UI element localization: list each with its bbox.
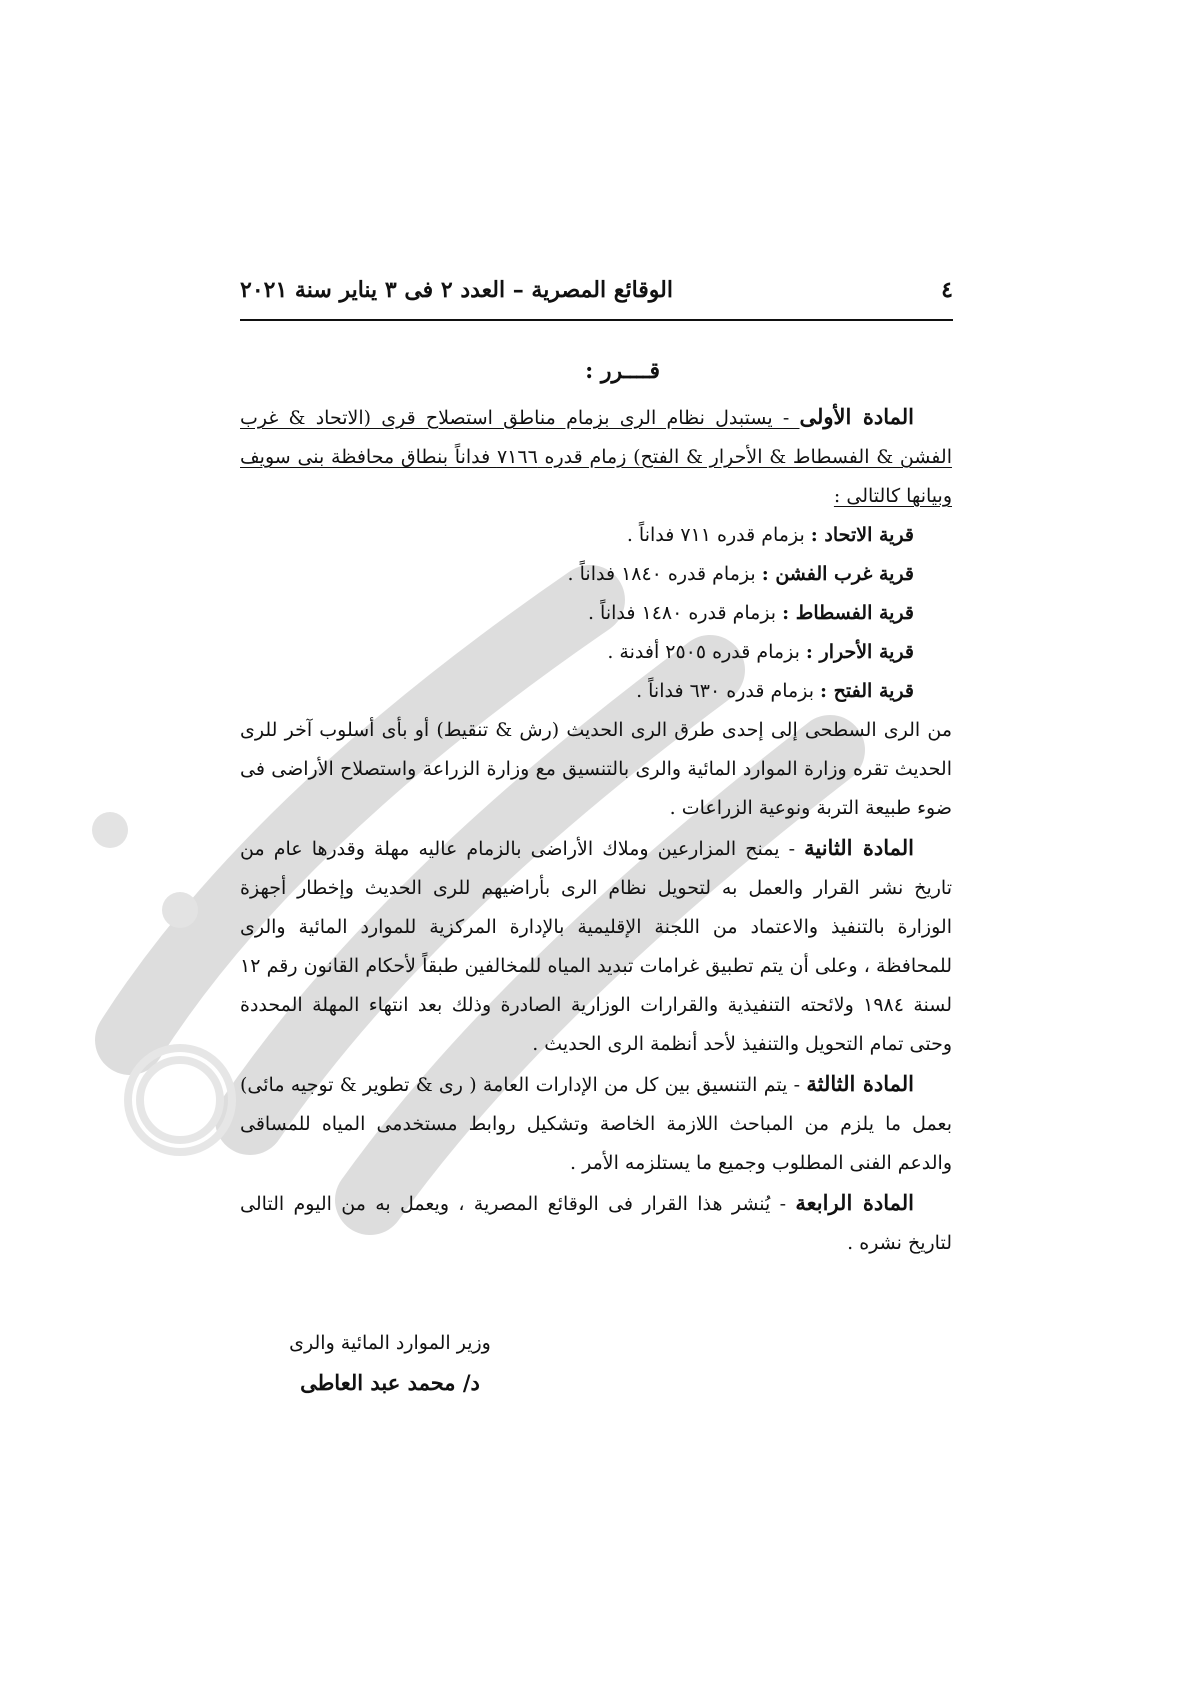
signatory-title: وزير الموارد المائية والرى: [289, 1332, 491, 1354]
village-name: قرية الفسطاط :: [782, 602, 914, 624]
village-detail: بزمام قدره ٧١١ فداناً .: [626, 524, 811, 546]
signature-block: [240, 1323, 540, 1403]
article-3: [240, 1064, 952, 1183]
list-item: [240, 594, 914, 633]
signatory-name: د/ محمد عبد العاطى: [300, 1370, 480, 1395]
village-name: قرية غرب الفشن :: [761, 563, 914, 585]
list-item: [240, 633, 914, 672]
article-1-heading: المادة الأولى: [799, 404, 915, 429]
village-detail: بزمام قدره ١٤٨٠ فداناً .: [587, 602, 783, 624]
village-name: قرية الفتح :: [820, 680, 914, 702]
article-3-heading: المادة الثالثة: [806, 1071, 915, 1096]
article-2-heading: المادة الثانية: [804, 835, 914, 860]
article-1: [240, 397, 952, 516]
village-name: قرية الاتحاد :: [810, 524, 914, 546]
village-detail: بزمام قدره ٦٣٠ فداناً .: [636, 680, 821, 702]
article-2: [240, 828, 952, 1064]
list-item: [240, 516, 914, 555]
village-detail: بزمام قدره ١٨٤٠ فداناً .: [567, 563, 762, 585]
village-detail: بزمام قدره ٢٥٠٥ أفدنة .: [607, 641, 806, 663]
article-2-text: - يمنح المزارعين وملاك الأراضى بالزمام عاليه مهلة وقدرها عام من تاريخ نشر القرار والعمل به لتحويل نظام الرى بأراضيهم للرى الحديث وإخطار أجهزة الوزارة بالتنفيذ والاعتماد من اللجنة الإقليمية بالإدارة المركزية للموارد المائية والرى للمحافظة ، وعلى أن يتم تطبيق غرامات تبديد المياه للمخالفين طبقاً لأحكام القانون رقم ١٢ لسنة ١٩٨٤ ولائحته التنفيذية والقرارات الوزارية الصادرة وذلك بعد انتهاء المهلة المحددة وحتى تمام التحويل والتنفيذ لأحد أنظمة الرى الحديث .: [240, 838, 952, 1055]
article-1-continuation: من الرى السطحى إلى إحدى طرق الرى الحديث (رش & تنقيط) أو بأى أسلوب آخر للرى الحديث تقره وزارة الموارد المائية والرى بالتنسيق مع وزارة الزراعة واستصلاح الأراضى فى ضوء طبيعة التربة ونوعية الزراعات .: [240, 719, 952, 819]
article-4-heading: المادة الرابعة: [795, 1190, 915, 1215]
page-header: [240, 272, 953, 308]
village-list: [240, 516, 952, 711]
article-4: [240, 1183, 952, 1263]
list-item: [240, 555, 914, 594]
village-name: قرية الأحرار :: [805, 641, 914, 663]
list-item: [240, 672, 914, 711]
article-4-text: - يُنشر هذا القرار فى الوقائع المصرية ، ويعمل به من اليوم التالى لتاريخ نشره .: [240, 1193, 952, 1254]
document-body: [240, 397, 952, 1263]
page-number: ٤: [941, 277, 953, 303]
gazette-title: الوقائع المصرية – العدد ٢ فى ٣ يناير سنة ٢٠٢١: [240, 277, 673, 303]
decision-heading: قــــرر :: [585, 358, 660, 384]
article-1-text: - يستبدل نظام الرى بزمام مناطق استصلاح قرى (الاتحاد & غرب الفشن & الفسطاط & الأحرار & الفتح) زمام قدره ٧١٦٦ فداناً بنطاق محافظة بنى سويف وبيانها كالتالى :: [240, 407, 952, 507]
article-3-text: - يتم التنسيق بين كل من الإدارات العامة ( رى & تطوير & توجيه مائى) بعمل ما يلزم من المباحث اللازمة الخاصة وتشكيل روابط مستخدمى المياه للمساقى والدعم الفنى المطلوب وجميع ما يستلزمه الأمر .: [240, 1074, 952, 1174]
header-divider: [240, 319, 953, 321]
